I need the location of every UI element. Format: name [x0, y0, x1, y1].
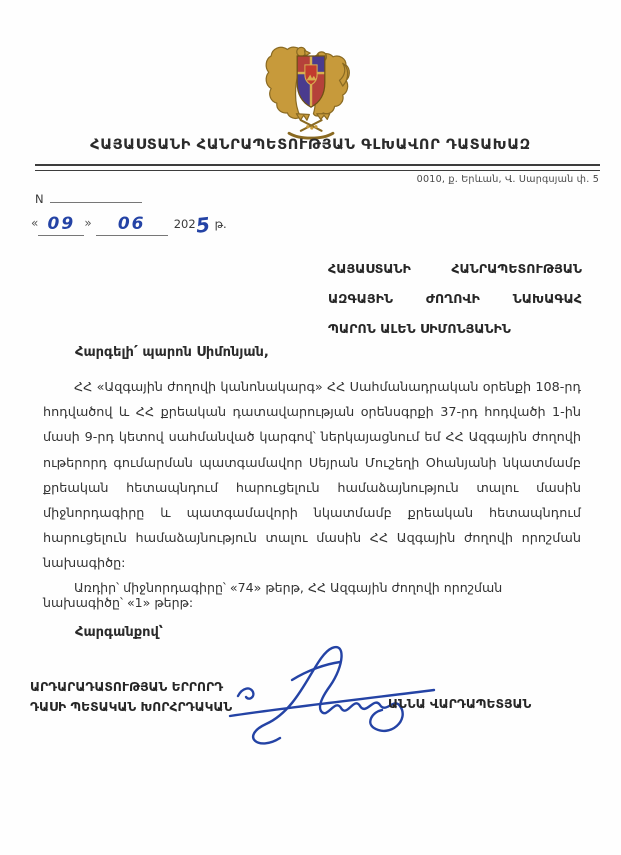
date-year-printed: 202	[173, 217, 196, 231]
date-month-handwritten: 06	[117, 214, 146, 234]
recipient-line-1: ՀԱՅԱՍՏԱՆԻ ՀԱՆՐԱՊԵՏՈՒԹՅԱՆ	[328, 261, 582, 276]
date-day-handwritten: 09	[47, 214, 76, 234]
header-divider	[35, 164, 600, 171]
closing-regards: Հարգանքով՝	[75, 625, 163, 640]
handwritten-signature	[222, 640, 462, 750]
signer-title-block	[30, 677, 232, 717]
body-paragraph: ՀՀ «Ազգային ժողովի կանոնակարգ» ՀՀ Սահմանադրական օրենքի 108-րդ հոդվածով և ՀՀ քրեական դատավարության օրենսգրքի 37-րդ հոդվածի 1-ին մասի 9-րդ կետով սահմանված կարգով՝ ներկայացնում եմ ՀՀ Ազգային ժողովի ութերորդ գումարման պատգամավոր Սեյրան Մուշեղի Օհանյանի նկատմամբ քրեական հետապնդում հարուցելուն համաձայնություն տալու մասին միջնորդագիրը և պատգամավորի նկատմամբ քրեական հետապնդում հարուցելուն համաձայնություն տալու մասին ՀՀ Ազգային ժողովի որոշման նախագիծը:	[43, 380, 581, 572]
attachment-note: Առդիր՝ միջնորդագիրը՝ «74» թերթ, ՀՀ Ազգային ժողովի որոշման նախագիծը՝ «1» թերթ:	[43, 580, 503, 610]
date-year-handwritten: 5	[194, 212, 213, 238]
reference-number-row	[35, 191, 142, 206]
reference-number-label: N	[35, 192, 44, 206]
signer-title-line-2: ԴԱՍԻ ՊԵՏԱԿԱՆ ԽՈՐՀՐԴԱԿԱՆ	[30, 700, 233, 714]
signer-title-line-1: ԱՐԴԱՐԱԴԱՏՈՒԹՅԱՆ ԵՐՐՈՐԴ	[30, 680, 224, 694]
org-title: ՀԱՅԱՍՏԱՆԻ ՀԱՆՐԱՊԵՏՈՒԹՅԱՆ ԳԼԽԱՎՈՐ ԴԱՏԱԽԱԶ	[90, 137, 531, 153]
date-open-quote: «	[31, 216, 39, 230]
date-close-quote: »	[84, 216, 92, 230]
date-year-suffix: թ.	[214, 217, 227, 231]
recipient-block	[328, 254, 582, 344]
reference-number-blank-line	[50, 191, 142, 203]
salutation: Հարգելի՛ պարոն Սիմոնյան,	[75, 345, 269, 360]
recipient-line-3: ՊԱՐՈՆ ԱԼԵՆ ՍԻՄՈՆՅԱՆԻՆ	[328, 321, 511, 336]
org-address: 0010, ք. Երևան, Վ. Սարգսյան փ. 5	[416, 174, 599, 185]
date-row	[31, 210, 227, 240]
recipient-line-2: ԱԶԳԱՅԻՆ ԺՈՂՈՎԻ ՆԱԽԱԳԱՀ	[328, 291, 582, 306]
signer-name: ԱՆՆԱ ՎԱՐԴԱՊԵՏՅԱՆ	[388, 697, 532, 711]
